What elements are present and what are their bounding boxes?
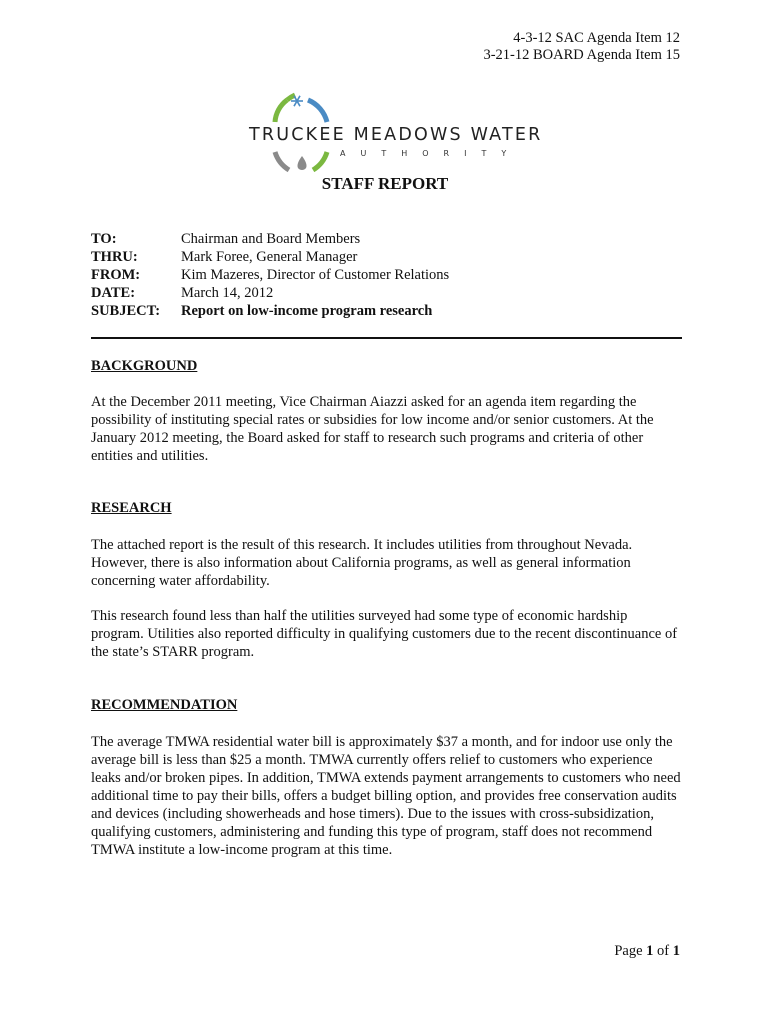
memo-row-to (91, 230, 449, 248)
subject-label: SUBJECT: (91, 303, 161, 319)
date-value: March 14, 2012 (181, 285, 274, 301)
report-title: STAFF REPORT (321, 174, 449, 193)
subject-value: Report on low-income program research (181, 303, 433, 319)
agenda-line-board: 3-21-12 BOARD Agenda Item 15 (483, 47, 680, 63)
recommendation-paragraph: The average TMWA residential water bill is approximately $37 a month, and for indoor use only the average bill is less than $25 a month. TMWA currently offers relief to customers who experience leaks and/or broken pipes. In addition, TMWA extends payment arrangements to customers who need additional time to pay their bills, offers a budget billing option, and provides free conservation audits and devices (including showerheads and hose timers). Due to the issues with cross-subsidization, qualifying customers, administering and funding this type of program, staff does not recommend TMWA institute a low-income program at this time. (91, 734, 681, 858)
from-value: Kim Mazeres, Director of Customer Relations (181, 267, 450, 283)
tmwa-logo (245, 92, 543, 182)
page-of-label: of (657, 943, 670, 959)
research-paragraph-2: This research found less than half the utilities surveyed had some type of economic hardship program. Utilities also reported difficulty in qualifying customers due to the recent discontinuance of the state’s STARR program. (91, 608, 678, 660)
memo-row-date (91, 284, 449, 302)
thru-value: Mark Foree, General Manager (181, 249, 358, 265)
thru-label: THRU: (91, 249, 138, 265)
date-label: DATE: (91, 285, 136, 301)
page-label: Page (614, 943, 643, 959)
to-value: Chairman and Board Members (181, 231, 361, 247)
page-current: 1 (646, 943, 654, 959)
to-label: TO: (91, 231, 117, 247)
header-divider (91, 337, 682, 339)
from-label: FROM: (91, 267, 141, 283)
agenda-line-sac: 4-3-12 SAC Agenda Item 12 (513, 30, 680, 46)
memo-header (91, 230, 449, 320)
memo-row-subject (91, 302, 449, 320)
page-number (614, 943, 680, 960)
background-paragraph: At the December 2011 meeting, Vice Chairman Aiazzi asked for an agenda item regarding the possibility of instituting special rates or subsidies for low income and/or senior customers. At the January 2012 meeting, the Board asked for staff to research such programs and criteria of other entities and utilities. (91, 394, 654, 464)
logo-subtitle: AUTHORITY (340, 149, 522, 158)
memo-row-thru (91, 248, 449, 266)
background-heading: BACKGROUND (91, 358, 198, 374)
memo-row-from (91, 266, 449, 284)
research-heading: RESEARCH (91, 500, 172, 516)
recommendation-heading: RECOMMENDATION (91, 697, 238, 713)
agenda-reference (483, 30, 680, 64)
page-total: 1 (672, 943, 680, 959)
logo-name: TRUCKEE MEADOWS WATER (249, 125, 543, 145)
research-paragraph-1: The attached report is the result of this research. It includes utilities from throughout Nevada. However, there is also information about California programs, as well as general information concerning water affordability. (91, 537, 633, 589)
